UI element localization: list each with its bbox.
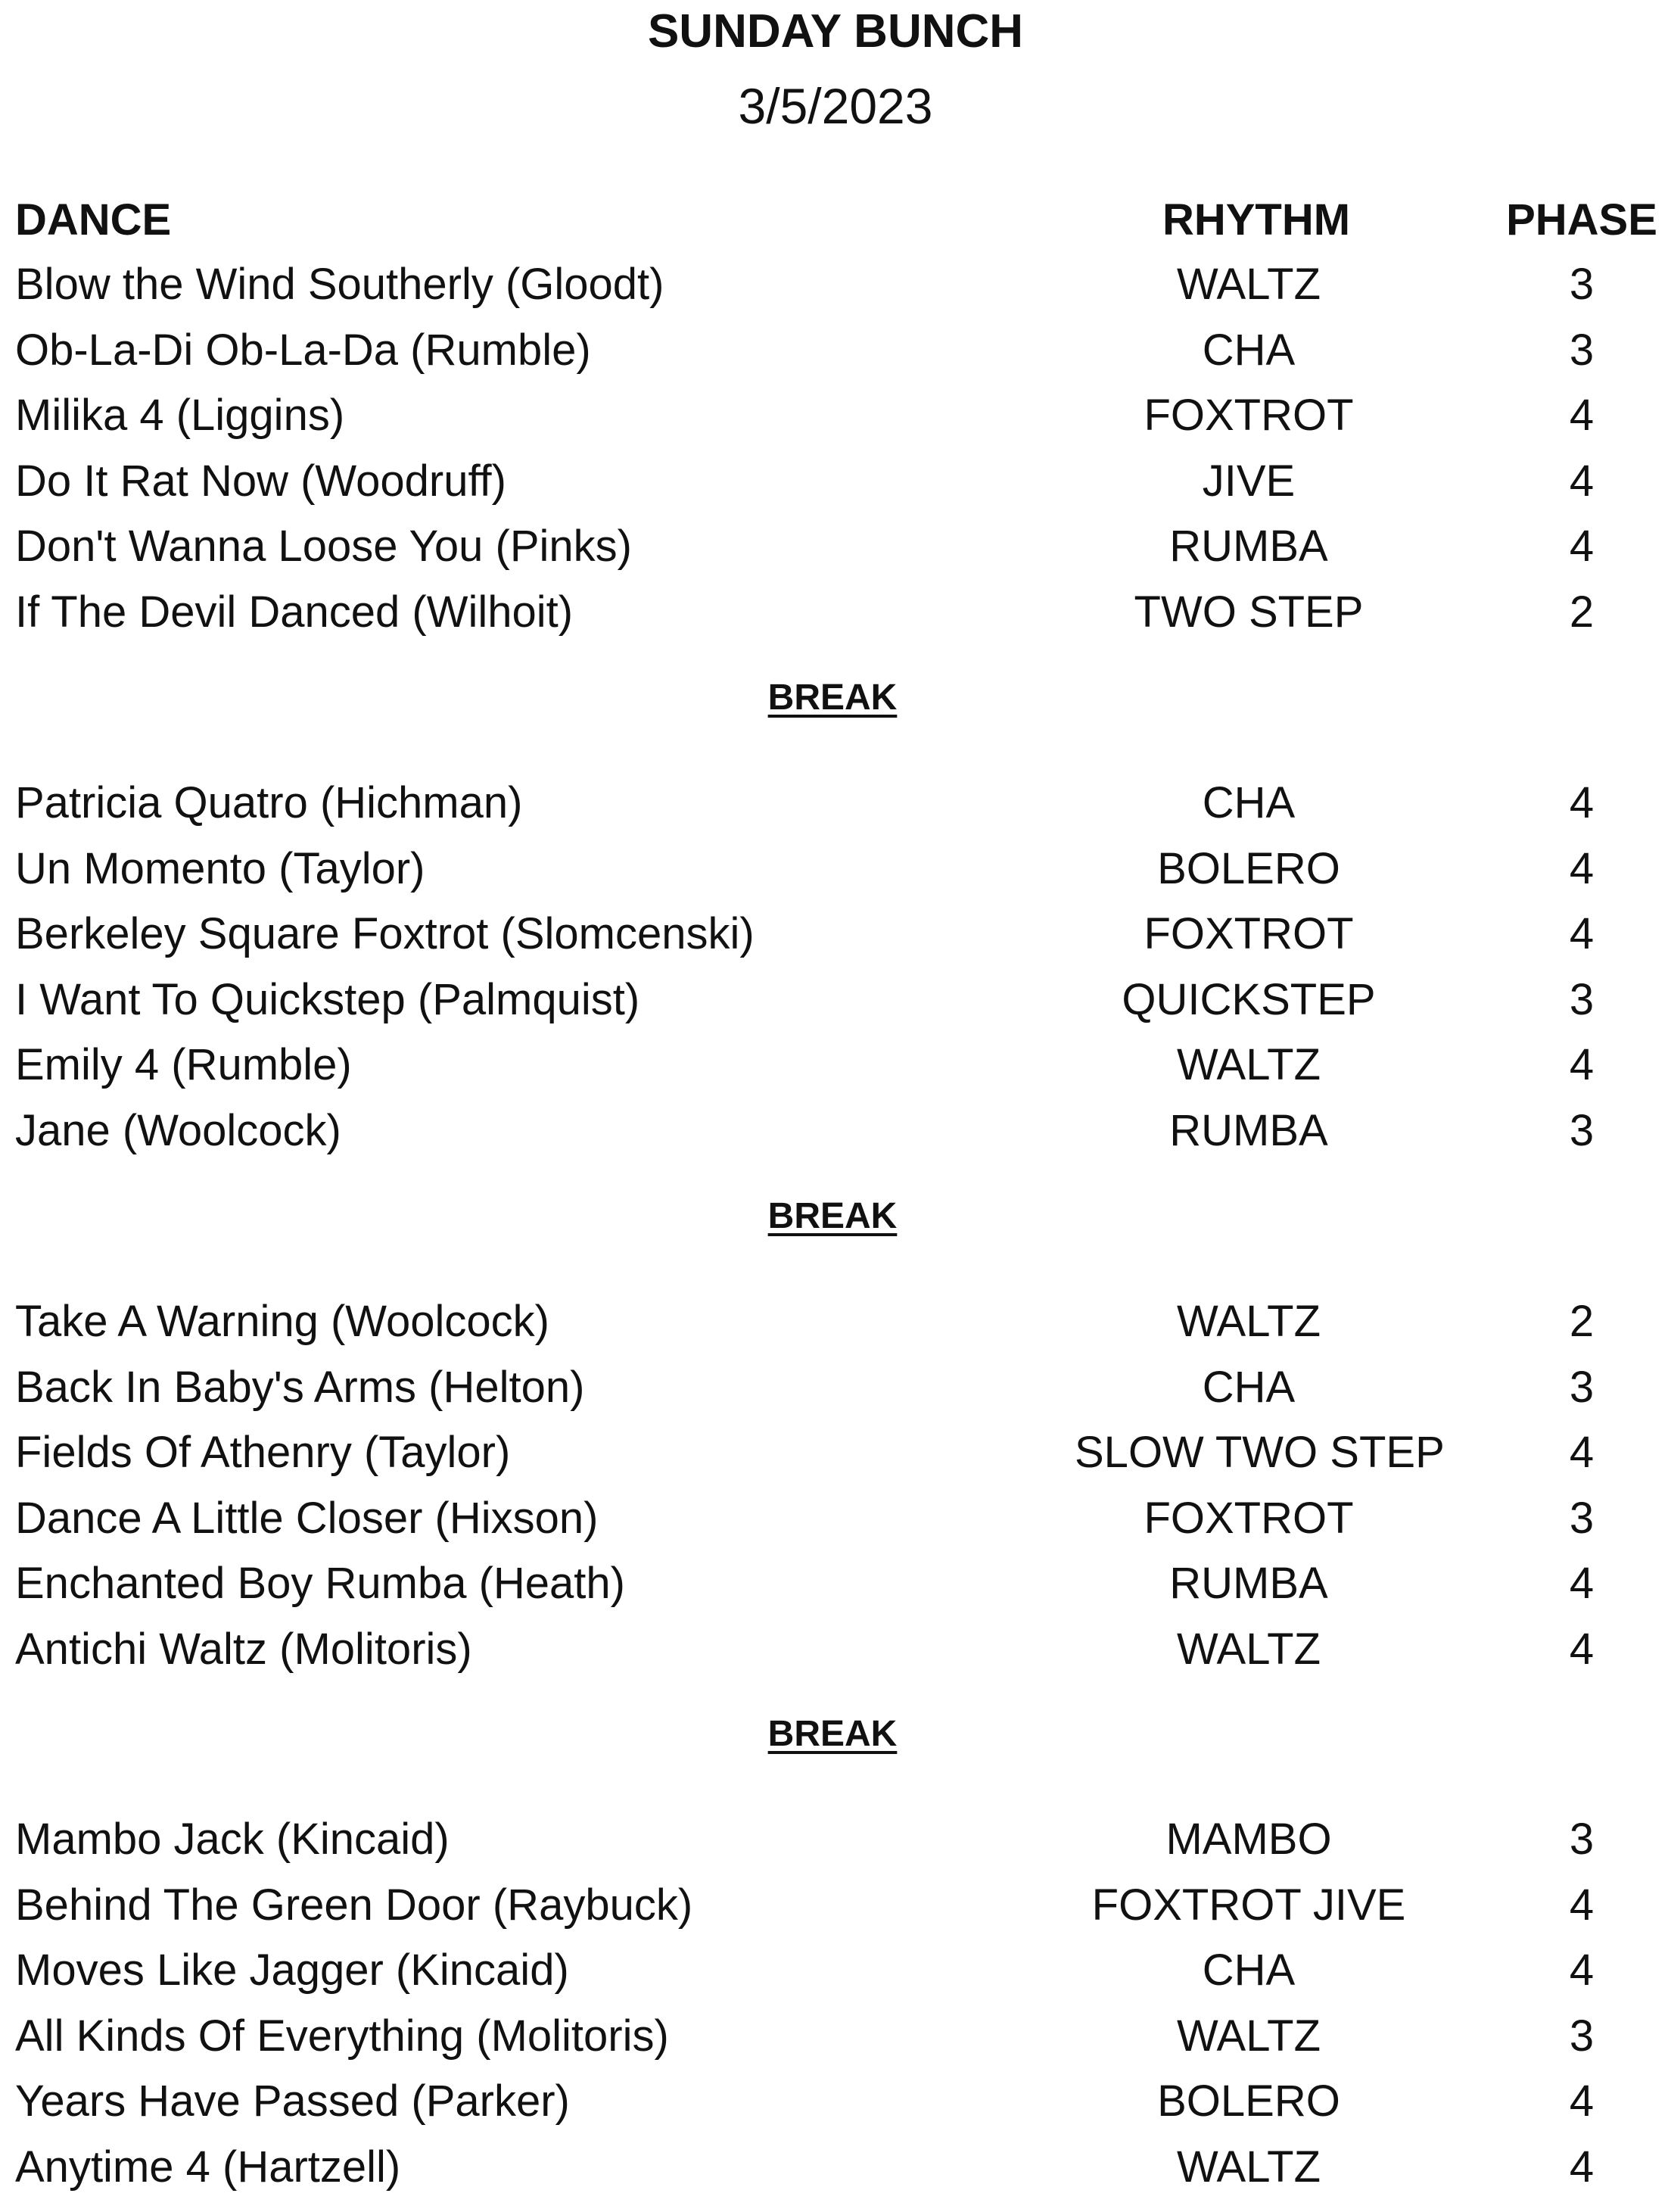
table-row [0,1098,1671,1164]
dance-name: Milika 4 (Liggins) [15,391,345,440]
break-label: BREAK [767,678,898,718]
phase-value: 4 [1569,391,1595,440]
phase-value: 3 [1569,260,1595,309]
dance-name: Back In Baby's Arms (Helton) [15,1362,585,1412]
table-row [0,902,1671,967]
phase-value: 3 [1569,1493,1595,1543]
table-row [0,318,1671,383]
phase-value: 3 [1569,974,1595,1024]
phase-value: 2 [1569,587,1595,637]
phase-value: 4 [1569,1040,1595,1089]
dance-name: I Want To Quickstep (Palmquist) [15,974,640,1024]
table-row [0,771,1671,836]
phase-value: 4 [1569,1559,1595,1608]
rhythm-value: CHA [1202,1946,1296,1995]
rhythm-value: FOXTROT JIVE [1091,1880,1406,1930]
rhythm-value: JIVE [1202,456,1296,506]
rhythm-value: CHA [1202,1362,1296,1412]
rhythm-value: FOXTROT [1144,391,1354,440]
break-label: BREAK [767,1196,898,1236]
table-row [0,580,1671,645]
dance-name: Un Momento (Taylor) [15,843,425,893]
phase-value: 4 [1569,909,1595,958]
phase-value: 4 [1569,1880,1595,1930]
break-label: BREAK [767,1714,898,1754]
rhythm-value: TWO STEP [1134,587,1364,637]
table-row [0,2004,1671,2069]
dance-name: Emily 4 (Rumble) [15,1040,352,1089]
phase-value: 3 [1569,2011,1595,2061]
table-row [0,449,1671,514]
rhythm-value: WALTZ [1176,1040,1321,1089]
rhythm-value: WALTZ [1176,2011,1321,2061]
dance-name: Blow the Wind Southerly (Gloodt) [15,260,664,309]
phase-value: 3 [1569,1105,1595,1155]
phase-value: 3 [1569,1362,1595,1412]
header-dance: DANCE [15,195,172,245]
dance-name: Behind The Green Door (Raybuck) [15,1880,693,1930]
dance-name: Jane (Woolcock) [15,1105,341,1155]
dance-name: Take A Warning (Woolcock) [15,1297,549,1346]
rhythm-value: SLOW TWO STEP [1075,1428,1445,1477]
table-row [0,2069,1671,2134]
rhythm-value: CHA [1202,325,1296,375]
rhythm-value: WALTZ [1176,1624,1321,1674]
phase-value: 3 [1569,325,1595,375]
rhythm-value: RUMBA [1169,522,1328,571]
page-date: 3/5/2023 [738,78,933,134]
dance-name: All Kinds Of Everything (Molitoris) [15,2011,669,2061]
rhythm-value: BOLERO [1157,843,1340,893]
rhythm-value: WALTZ [1176,1297,1321,1346]
phase-value: 4 [1569,2076,1595,2126]
phase-value: 4 [1569,1428,1595,1477]
rhythm-value: QUICKSTEP [1122,974,1376,1024]
header-rhythm: RHYTHM [1162,195,1351,245]
table-row [0,252,1671,317]
rhythm-value: RUMBA [1169,1559,1328,1608]
table-row [0,1289,1671,1354]
dance-name: Antichi Waltz (Molitoris) [15,1624,472,1674]
table-row [0,837,1671,902]
table-row [0,1033,1671,1098]
dance-name: Don't Wanna Loose You (Pinks) [15,522,632,571]
page-title: SUNDAY BUNCH [647,5,1024,58]
rhythm-value: CHA [1202,778,1296,827]
phase-value: 2 [1569,1297,1595,1346]
rhythm-value: MAMBO [1165,1815,1332,1864]
rhythm-value: WALTZ [1176,260,1321,309]
phase-value: 4 [1569,456,1595,506]
table-row [0,1551,1671,1616]
table-row [0,1807,1671,1872]
table-row [0,1420,1671,1485]
rhythm-value: FOXTROT [1144,1493,1354,1543]
dance-name: Anytime 4 (Hartzell) [15,2142,401,2192]
dance-name: Patricia Quatro (Hichman) [15,778,523,827]
table-row [0,967,1671,1033]
dance-name: Fields Of Athenry (Taylor) [15,1428,511,1477]
table-row [0,1938,1671,2003]
phase-value: 4 [1569,778,1595,827]
rhythm-value: RUMBA [1169,1105,1328,1155]
column-headers [0,188,1671,253]
dance-name: Dance A Little Closer (Hixson) [15,1493,599,1543]
table-row [0,1355,1671,1420]
dance-name: Berkeley Square Foxtrot (Slomcenski) [15,909,755,958]
table-row [0,514,1671,579]
phase-value: 4 [1569,2142,1595,2192]
phase-value: 4 [1569,843,1595,893]
table-row [0,1486,1671,1551]
header-phase: PHASE [1506,195,1657,245]
dance-name: Ob-La-Di Ob-La-Da (Rumble) [15,325,591,375]
dance-name: Moves Like Jagger (Kincaid) [15,1946,569,1995]
phase-value: 3 [1569,1815,1595,1864]
rhythm-value: BOLERO [1157,2076,1340,2126]
table-row [0,383,1671,448]
rhythm-value: FOXTROT [1144,909,1354,958]
table-row [0,1617,1671,1682]
table-row [0,1873,1671,1938]
rhythm-value: WALTZ [1176,2142,1321,2192]
phase-value: 4 [1569,1624,1595,1674]
phase-value: 4 [1569,1946,1595,1995]
dance-name: Years Have Passed (Parker) [15,2076,570,2126]
dance-name: If The Devil Danced (Wilhoit) [15,587,574,637]
dance-name: Enchanted Boy Rumba (Heath) [15,1559,625,1608]
table-row [0,2135,1671,2200]
dance-name: Mambo Jack (Kincaid) [15,1815,450,1864]
dance-name: Do It Rat Now (Woodruff) [15,456,506,506]
phase-value: 4 [1569,522,1595,571]
